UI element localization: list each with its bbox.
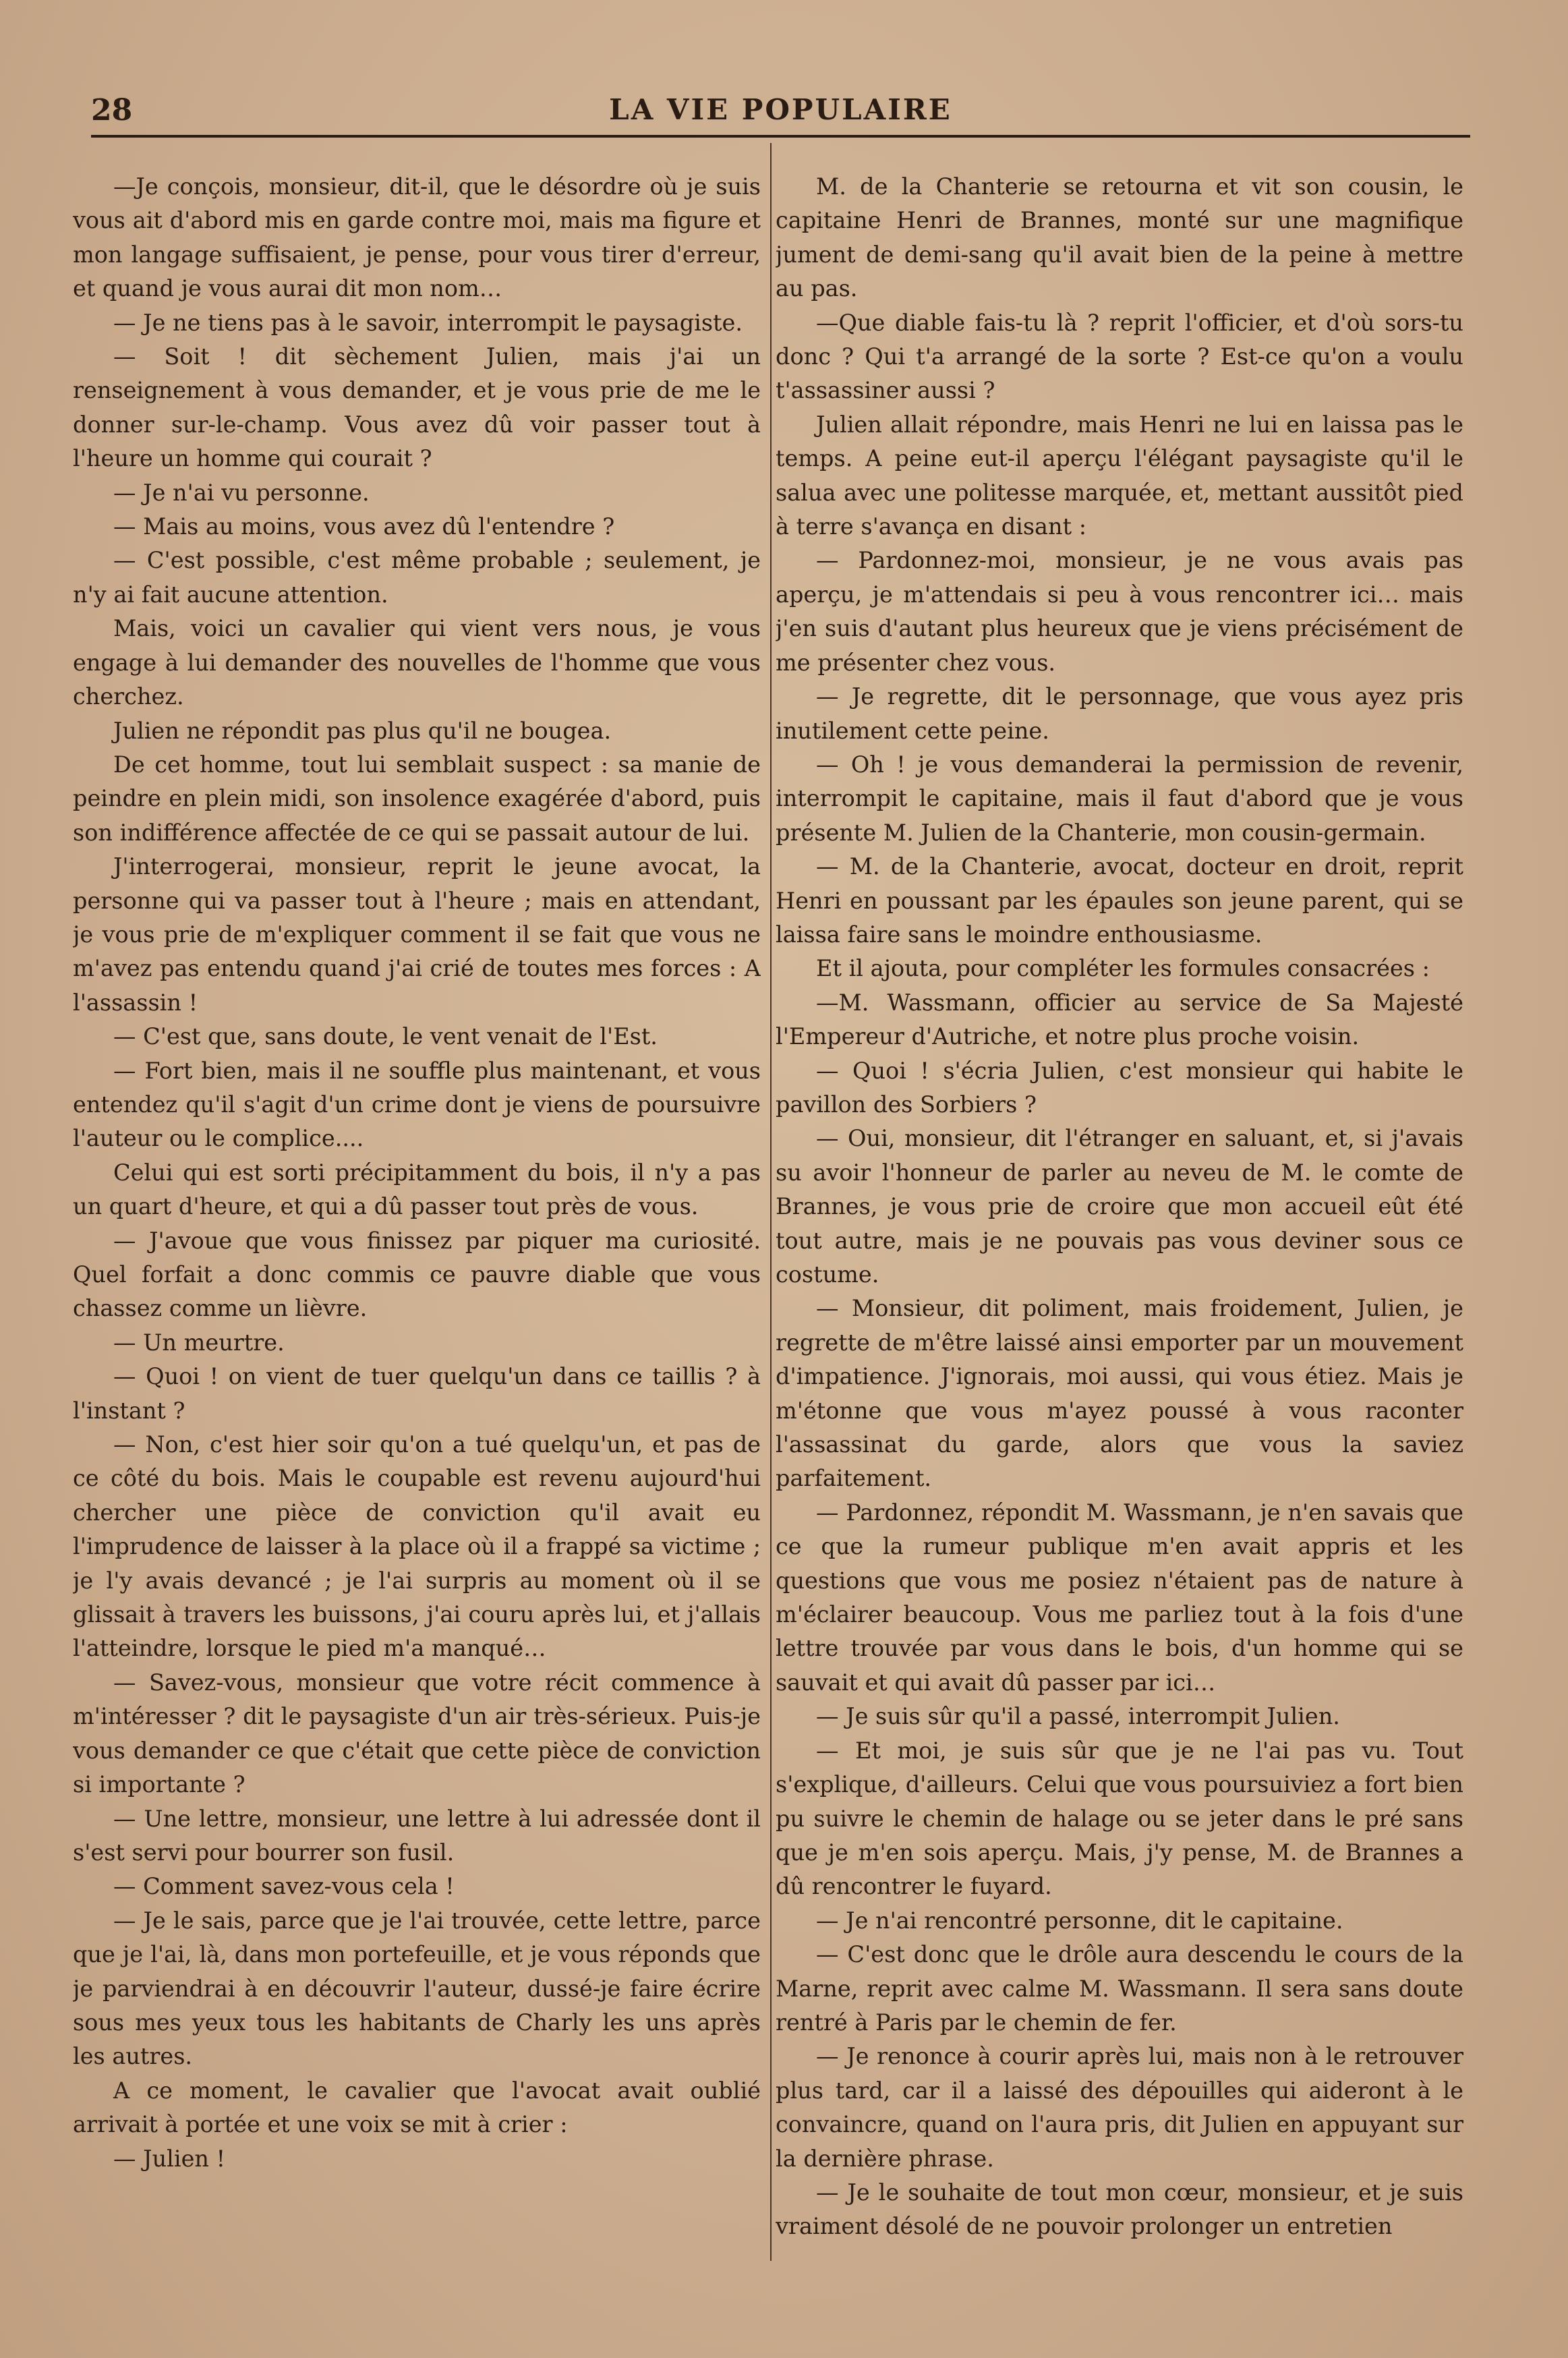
paragraph: — C'est que, sans doute, le vent venait de l'Est. bbox=[113, 1023, 658, 1050]
paragraph: — Non, c'est hier soir qu'on a tué quelqu'un, et pas de ce côté du bois. Mais le coupable est revenu aujourd'hui chercher une pièce de conviction qu'il avait eu l'imprudence de laisser à la place où il a frappé sa victime ; je l'y avais devancé ; je l'ai surpris au moment où il se glissait à travers les buissons, j'ai couru après lui, et j'allais l'atteindre, lorsque le pied m'a manqué… bbox=[73, 1431, 761, 1662]
paragraph: Celui qui est sorti précipitamment du bois, il n'y a pas un quart d'heure, et qui a dû passer tout près de vous. bbox=[73, 1159, 761, 1220]
paragraph: — Un meurtre. bbox=[113, 1329, 285, 1356]
running-title: LA VIE POPULAIRE bbox=[609, 93, 952, 126]
paragraph: — Monsieur, dit poliment, mais froidement, Julien, je regrette de m'être laissé ainsi emporter par un mouvement d'impatience. J'ignorais, moi aussi, qui vous étiez. Mais je m'étonne que vous m'ayez poussé à vous raconter l'assassinat du garde, alors que vous la saviez parfaitement. bbox=[776, 1295, 1463, 1492]
paragraph: — Pardonnez, répondit M. Wassmann, je n'en savais que ce que la rumeur publique m'en avait appris et les questions que vous me posiez n'étaient pas de nature à m'éclairer beaucoup. Vous me parliez tout à la fois d'une lettre trouvée par vous dans le bois, d'un homme qui se sauvait et qui avait dû passer par ici… bbox=[776, 1499, 1463, 1696]
left-column bbox=[73, 170, 761, 2295]
paragraph: — M. de la Chanterie, avocat, docteur en droit, reprit Henri en poussant par les épaules son jeune parent, qui se laissa faire sans le moindre enthousiasme. bbox=[776, 853, 1463, 948]
paragraph: —Que diable fais-tu là ? reprit l'officier, et d'où sors-tu donc ? Qui t'a arrangé de la sorte ? Est-ce qu'on a voulu t'assassiner aussi ? bbox=[776, 309, 1463, 404]
paragraph: — Je regrette, dit le personnage, que vous ayez pris inutilement cette peine. bbox=[776, 683, 1463, 744]
paragraph: — Fort bien, mais il ne souffle plus maintenant, et vous entendez qu'il s'agit d'un crime dont je viens de poursuivre l'auteur ou le complice.... bbox=[73, 1057, 761, 1152]
page-number: 28 bbox=[91, 93, 133, 127]
paragraph: — Je suis sûr qu'il a passé, interrompit Julien. bbox=[816, 1703, 1340, 1730]
paragraph: Mais, voici un cavalier qui vient vers nous, je vous engage à lui demander des nouvelles de l'homme que vous cherchez. bbox=[73, 615, 761, 710]
right-column bbox=[776, 170, 1463, 2295]
paragraph: — Je le sais, parce que je l'ai trouvée, cette lettre, parce que je l'ai, là, dans mon portefeuille, et je vous réponds que je parviendrai à en découvrir l'auteur, dussé-je faire écrire sous mes yeux tous les habitants de Charly les uns après les autres. bbox=[73, 1907, 761, 2070]
paragraph: M. de la Chanterie se retourna et vit son cousin, le capitaine Henri de Brannes, monté sur une magnifique jument de demi-sang qu'il avait bien de la peine à mettre au pas. bbox=[776, 173, 1463, 302]
paragraph: — Oh ! je vous demanderai la permission de revenir, interrompit le capitaine, mais il faut d'abord que je vous présente M. Julien de la Chanterie, mon cousin-germain. bbox=[776, 751, 1463, 846]
paragraph: Julien ne répondit pas plus qu'il ne bougea. bbox=[113, 717, 612, 744]
paragraph: — Je n'ai vu personne. bbox=[113, 479, 370, 506]
paragraph: —M. Wassmann, officier au service de Sa Majesté l'Empereur d'Autriche, et notre plus proche voisin. bbox=[776, 989, 1463, 1050]
paragraph: — C'est possible, c'est même probable ; seulement, je n'y ai fait aucune attention. bbox=[73, 547, 761, 608]
paragraph: — Et moi, je suis sûr que je ne l'ai pas vu. Tout s'explique, d'ailleurs. Celui que vous poursuiviez a fort bien pu suivre le chemin de halage ou se jeter dans le pré sans que je m'en sois aperçu. Mais, j'y pense, M. de Brannes a dû rencontrer le fuyard. bbox=[776, 1737, 1463, 1900]
paragraph: — Quoi ! on vient de tuer quelqu'un dans ce taillis ? à l'instant ? bbox=[73, 1363, 761, 1424]
paragraph: Julien allait répondre, mais Henri ne lui en laissa pas le temps. A peine eut-il aperçu l'élégant paysagiste qu'il le salua avec une politesse marquée, et, mettant aussitôt pied à terre s'avança en disant : bbox=[776, 411, 1463, 540]
paragraph: —Je conçois, monsieur, dit-il, que le désordre où je suis vous ait d'abord mis en garde contre moi, mais ma figure et mon langage suffisaient, je pense, pour vous tirer d'erreur, et quand je vous aurai dit mon nom… bbox=[73, 173, 761, 302]
paragraph: — Je le souhaite de tout mon cœur, monsieur, et je suis vraiment désolé de ne pouvoir prolonger un entretien bbox=[776, 2179, 1463, 2240]
paragraph: — Savez-vous, monsieur que votre récit commence à m'intéresser ? dit le paysagiste d'un air très-sérieux. Puis-je vous demander ce que c'était que cette pièce de conviction si importante ? bbox=[73, 1669, 761, 1798]
paragraph: — Oui, monsieur, dit l'étranger en saluant, et, si j'avais su avoir l'honneur de parler au neveu de M. le comte de Brannes, je vous prie de croire que mon accueil eût été tout autre, mais je ne pouvais pas vous deviner sous ce costume. bbox=[776, 1125, 1463, 1288]
paragraph: — Quoi ! s'écria Julien, c'est monsieur qui habite le pavillon des Sorbiers ? bbox=[776, 1057, 1463, 1118]
paragraph: — Je renonce à courir après lui, mais non à le retrouver plus tard, car il a laissé des dépouilles qui aideront à le convaincre, quand on l'aura pris, dit Julien en appuyant sur la dernière phrase. bbox=[776, 2043, 1463, 2172]
paragraph: — Une lettre, monsieur, une lettre à lui adressée dont il s'est servi pour bourrer son fusil. bbox=[73, 1805, 761, 1866]
paragraph: — J'avoue que vous finissez par piquer ma curiosité. Quel forfait a donc commis ce pauvre diable que vous chassez comme un lièvre. bbox=[73, 1227, 761, 1322]
paragraph: — C'est donc que le drôle aura descendu le cours de la Marne, reprit avec calme M. Wassmann. Il sera sans doute rentré à Paris par le chemin de fer. bbox=[776, 1941, 1463, 2036]
paragraph: — Je n'ai rencontré personne, dit le capitaine. bbox=[816, 1907, 1343, 1934]
paragraph: — Mais au moins, vous avez dû l'entendre ? bbox=[113, 513, 615, 540]
paragraph: — Je ne tiens pas à le savoir, interrompit le paysagiste. bbox=[113, 309, 743, 336]
paragraph: J'interrogerai, monsieur, reprit le jeune avocat, la personne qui va passer tout à l'heure ; mais en attendant, je vous prie de m'expliquer comment il se fait que vous ne m'avez pas entendu quand j'ai crié de toutes mes forces : A l'assassin ! bbox=[73, 853, 761, 1016]
page-header bbox=[91, 93, 1470, 134]
header-rule bbox=[91, 135, 1470, 138]
paragraph: Et il ajouta, pour compléter les formules consacrées : bbox=[816, 955, 1430, 982]
paragraph: — Julien ! bbox=[113, 2145, 226, 2172]
paragraph: — Soit ! dit sèchement Julien, mais j'ai un renseignement à vous demander, et je vous prie de me le donner sur-le-champ. Vous avez dû voir passer tout à l'heure un homme qui courait ? bbox=[73, 343, 761, 472]
paragraph: A ce moment, le cavalier que l'avocat avait oublié arrivait à portée et une voix se mit à crier : bbox=[73, 2077, 761, 2138]
paragraph: — Comment savez-vous cela ! bbox=[113, 1873, 455, 1900]
column-separator bbox=[770, 143, 772, 2261]
paragraph: — Pardonnez-moi, monsieur, je ne vous avais pas aperçu, je m'attendais si peu à vous rencontrer ici… mais j'en suis d'autant plus heureux que je viens précisément de me présenter chez vous. bbox=[776, 547, 1463, 676]
paragraph: De cet homme, tout lui semblait suspect : sa manie de peindre en plein midi, son insolence exagérée d'abord, puis son indifférence affectée de ce qui se passait autour de lui. bbox=[73, 751, 761, 846]
